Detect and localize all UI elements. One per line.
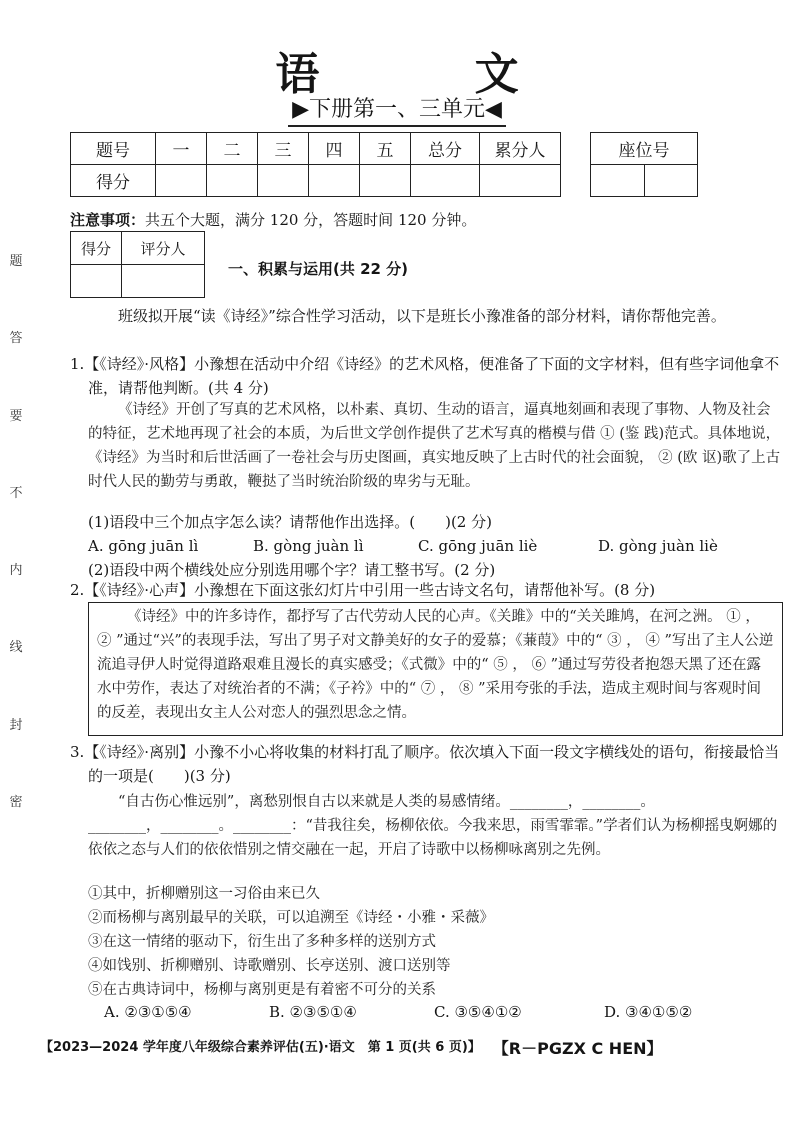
seat-cell[interactable] <box>591 165 645 197</box>
q1-option-d[interactable]: D. gòng juàn liè <box>598 537 718 555</box>
q3-passage-line1: “自古伤心惟远别”，离愁别恨自古以来就是人类的易感情绪。________，________。 <box>118 794 655 810</box>
score-cell[interactable] <box>207 165 258 197</box>
margin-char: 题 <box>9 254 23 269</box>
grader-score-label: 得分 <box>71 232 122 265</box>
score-col: 总分 <box>411 133 480 165</box>
score-col: 三 <box>258 133 309 165</box>
score-cell[interactable] <box>480 165 561 197</box>
q1-sub1: (1)语段中三个加点字怎么读？请帮他作出选择。( )(2 分) <box>88 513 492 531</box>
q3-item: ②而杨柳与离别最早的关联，可以追溯至《诗经・小雅・采薇》 <box>88 910 494 926</box>
margin-char: 密 <box>9 794 23 810</box>
score-col: 四 <box>309 133 360 165</box>
q2-slide-box <box>88 602 783 736</box>
q3-item: ③在这一情绪的驱动下，衍生出了多种多样的送别方式 <box>88 934 436 950</box>
q3-passage: ________，________。________：“昔我往矣，杨柳依依。今我来思，雨雪霏霏。”学者们认为杨柳摇曳婀娜的依依之态与人们的依依惜别之情交融在一起，开启了诗歌中以杨柳咏离别之先例。 <box>88 818 778 858</box>
score-cell[interactable] <box>258 165 309 197</box>
q1-sub2: (2)语段中两个横线处应分别选用哪个字？请工整书写。(2 分) <box>88 561 496 579</box>
notice-label: 注意事项： <box>70 211 146 229</box>
q3-item: ⑤在古典诗词中，杨柳与离别更是有着密不可分的关系 <box>88 982 436 998</box>
score-col: 二 <box>207 133 258 165</box>
score-col: 五 <box>360 133 411 165</box>
q1-options <box>88 534 782 558</box>
notice-text: 共五个大题，满分 120 分，答题时间 120 分钟。 <box>145 211 477 229</box>
margin-char: 要 <box>9 408 23 424</box>
seat-label: 座位号 <box>591 133 698 165</box>
margin-char: 答 <box>9 331 23 347</box>
q3-item: ①其中，折柳赠别这一习俗由来已久 <box>88 886 320 902</box>
grader-table <box>70 231 205 298</box>
margin-char: 内 <box>9 563 23 579</box>
footer-text: 【2023—2024 学年度八年级综合素养评估(五)·语文 第 1 页(共 6 页)】 <box>40 1040 481 1055</box>
score-cell[interactable] <box>156 165 207 197</box>
page-footer <box>40 1036 663 1059</box>
q3-options <box>104 1000 784 1024</box>
margin-char: 封 <box>9 717 23 733</box>
score-row-label: 得分 <box>71 165 156 197</box>
intro-paragraph: 班级拟开展“读《诗经》”综合性学习活动，以下是班长小豫准备的部分材料，请你帮他完善。 <box>118 307 726 325</box>
score-col: 累分人 <box>480 133 561 165</box>
score-table <box>70 132 561 197</box>
subtitle-text: ▶下册第一、三单元◀ <box>288 92 506 127</box>
q3-option-a[interactable]: A. ②③①⑤④ <box>104 1003 192 1021</box>
q1-option-a[interactable]: A. gōng juān lì <box>88 537 199 555</box>
q1-option-c[interactable]: C. gōng juān liè <box>418 537 538 555</box>
seat-number-table <box>590 132 698 197</box>
section1-heading: 一、积累与运用(共 22 分) <box>228 260 409 278</box>
q2-box-text: 《诗经》中的许多诗作，都抒写了古代劳动人民的心声。《关雎》中的“关关雎鸠，在河之洲。 ① ， ② ”通过“兴”的表现手法，写出了男子对文静美好的女子的爱慕；《蒹葭》中的“ ③ ， ④ ”写出了主人公逆流追寻伊人时觉得道路艰难且漫长的真实感受；《式微》中的“ ⑤ ， ⑥ ”通过写劳役者抱怨天黑了还在露水中劳作，表达了对统治者的不满；《子衿》中的“ ⑦ ， ⑧ ”采用夸张的手法，造成主观时间与客观时间的反差，表现出女主人公对恋人的强烈思念之情。 <box>97 609 774 721</box>
seat-cell[interactable] <box>644 165 698 197</box>
notice <box>70 209 476 230</box>
q1-passage: 《诗经》开创了写真的艺术风格，以朴素、真切、生动的语言，逼真地刻画和表现了事物、人物及社会的特征，艺术地再现了社会的本质，为后世文学创作提供了艺术写真的楷模与借 ① (鉴 践)范式。具体地说，《诗经》为当时和后世活画了一卷社会与历史图画，真实地反映了上古时代的社会面貌， ② (欧 讴)歌了上古时代人民的勤劳与勇敢，鞭挞了当时统治阶级的卑劣与无耻。 <box>88 402 781 490</box>
score-cell[interactable] <box>309 165 360 197</box>
q3-prompt: 3.【《诗经》·离别】小豫不小心将收集的材料打乱了顺序。依次填入下面一段文字横线处的语句，衔接最恰当的一项是( )(3 分) <box>70 743 780 785</box>
score-cell[interactable] <box>411 165 480 197</box>
grader-reviewer-label: 评分人 <box>122 232 205 265</box>
grader-reviewer-cell[interactable] <box>122 265 205 298</box>
margin-char: 不 <box>9 485 23 501</box>
binding-margin-text <box>6 250 26 810</box>
footer-code: 【R－PGZX C HEN】 <box>492 1039 663 1058</box>
score-cell[interactable] <box>360 165 411 197</box>
page-subtitle <box>0 92 794 127</box>
q3-option-c[interactable]: C. ③⑤④①② <box>434 1003 522 1021</box>
q1-option-b[interactable]: B. gòng juàn lì <box>253 537 364 555</box>
score-row-header: 题号 <box>71 133 156 165</box>
q2-prompt: 2.【《诗经》·心声】小豫想在下面这张幻灯片中引用一些古诗文名句，请帮他补写。(8 分) <box>70 581 656 599</box>
grader-score-cell[interactable] <box>71 265 122 298</box>
q3-option-d[interactable]: D. ③④①⑤② <box>604 1003 693 1021</box>
q3-item: ④如饯别、折柳赠别、诗歌赠别、长亭送别、渡口送别等 <box>88 958 451 974</box>
q1-prompt: 1.【《诗经》·风格】小豫想在活动中介绍《诗经》的艺术风格，便准备了下面的文字材料，但有些字词他拿不准，请帮他判断。(共 4 分) <box>70 355 780 397</box>
score-col: 一 <box>156 133 207 165</box>
margin-char: 线 <box>9 640 23 656</box>
page-title: 语 文 <box>275 49 589 100</box>
q3-option-b[interactable]: B. ②③⑤①④ <box>269 1003 357 1021</box>
